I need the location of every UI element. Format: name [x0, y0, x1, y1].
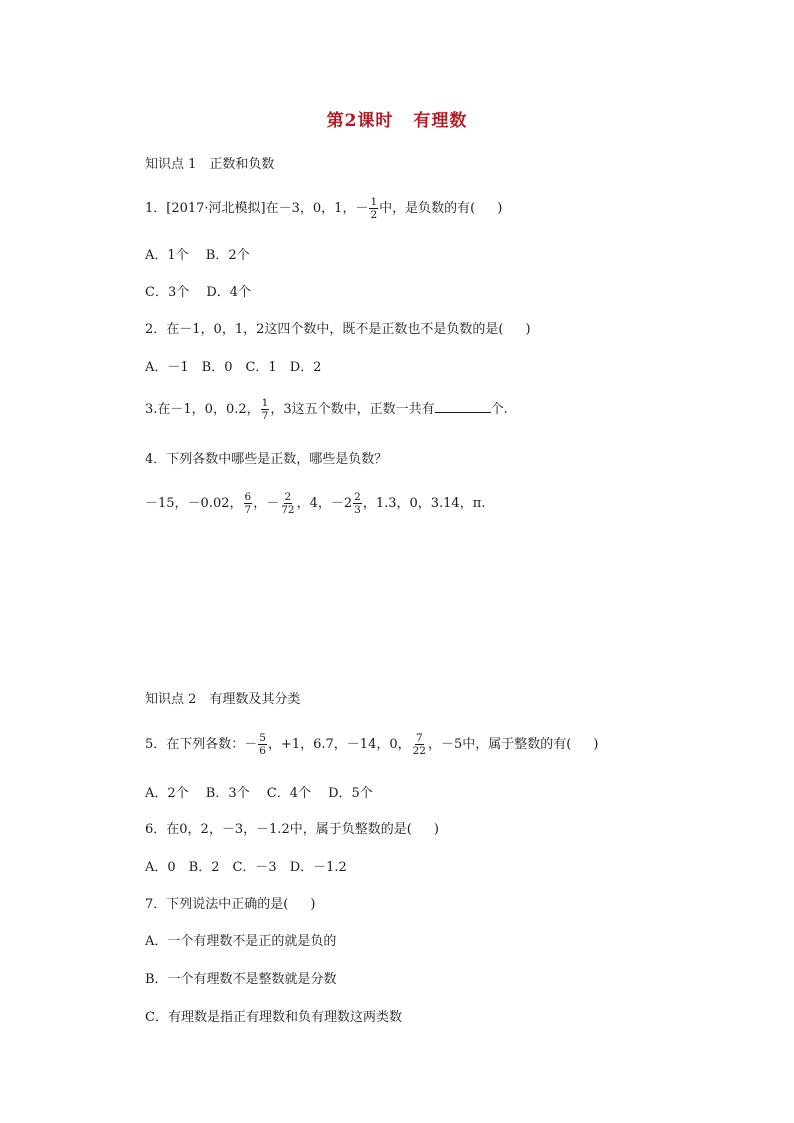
- q7-option-a: A．一个有理数不是正的就是负的: [145, 934, 337, 949]
- question-5: [145, 732, 598, 757]
- q6-options: A．0 B．2 C．－3 D．－1.2: [145, 860, 347, 875]
- q2-stem: 2．在－1，0，1，2这四个数中，既不是正数也不是负数的是(: [145, 322, 504, 337]
- q7-option-b: B．一个有理数不是整数就是分数: [145, 972, 337, 987]
- q6-stem: 6．在0，2，－3，－1.2中，属于负整数的是(: [145, 822, 412, 837]
- q1-options-cd: C．3个 D．4个: [145, 285, 252, 300]
- q5-f2-num: 7: [415, 732, 423, 744]
- page-title: [0, 106, 794, 131]
- title-lesson: 第2课时: [326, 111, 394, 131]
- q5-options: A．2个 B．3个 C．4个 D．5个: [145, 786, 373, 801]
- q4-f2-den: 72: [281, 504, 295, 516]
- q3-frac-num: 1: [261, 397, 269, 409]
- q5-f1-den: 6: [259, 745, 266, 757]
- q5-stem-pre: 5．在下列各数：－: [145, 737, 258, 752]
- q4-seg4: ，1.3，0，3.14，π.: [362, 496, 486, 511]
- section2-heading: 知识点 2 有理数及其分类: [145, 692, 301, 707]
- q7-option-c: C．有理数是指正有理数和负有理数这两类数: [145, 1010, 402, 1025]
- question-6: [145, 821, 439, 839]
- q1-frac-den: 2: [370, 209, 378, 221]
- q5-f2-den: 22: [412, 745, 426, 757]
- q5-fraction-1: [258, 732, 267, 757]
- question-1: [145, 196, 502, 221]
- q4-f3-den: 3: [354, 504, 361, 516]
- q3-stem-pre: 3.在－1，0，0.2，: [145, 402, 260, 417]
- q1-options-ab: A．1个 B．2个: [145, 248, 250, 263]
- q4-seg1: －15，－0.02，: [145, 496, 243, 511]
- question-4: 4．下列各数中哪些是正数，哪些是负数？: [145, 452, 388, 467]
- q5-close-paren: ): [593, 737, 599, 752]
- q3-stem-post: ，3这五个数中，正数一共有: [270, 402, 435, 417]
- q1-stem-post: 中，是负数的有(: [379, 201, 476, 216]
- q1-frac-num: 1: [370, 196, 378, 208]
- question-2: [145, 321, 531, 339]
- q4-fraction-2: [280, 491, 295, 516]
- q4-fraction-1: [244, 491, 253, 516]
- q4-f3-num: 2: [354, 491, 361, 503]
- q2-close-paren: ): [525, 322, 531, 337]
- q7-stem: 7．下列说法中正确的是(: [145, 897, 289, 912]
- q4-f1-den: 7: [244, 504, 252, 516]
- q4-f1-num: 6: [244, 491, 252, 503]
- q4-f2-num: 2: [284, 491, 292, 503]
- q3-stem-end: 个.: [490, 402, 508, 417]
- question-7: [145, 896, 315, 914]
- title-topic: 有理数: [413, 111, 468, 131]
- q4-fraction-3: [353, 491, 362, 516]
- q5-f1-num: 5: [259, 732, 266, 744]
- q6-close-paren: ): [433, 822, 439, 837]
- q7-close-paren: ): [310, 897, 316, 912]
- q1-close-paren: ): [497, 201, 503, 216]
- q4-seg3: ，4，－2: [296, 496, 353, 511]
- q5-fraction-2: [412, 732, 427, 757]
- q2-options: A．－1 B．0 C．1 D．2: [145, 360, 322, 375]
- q3-answer-blank[interactable]: [435, 399, 491, 413]
- section1-heading: 知识点 1 正数和负数: [145, 157, 275, 172]
- q5-stem-mid: ，+1，6.7，－14，0，: [267, 737, 411, 752]
- q3-frac-den: 7: [261, 410, 269, 422]
- question-3: [145, 397, 508, 422]
- q3-fraction: [261, 397, 270, 422]
- q4-seg2: ，－: [253, 496, 280, 511]
- q1-fraction: [369, 196, 378, 221]
- q5-stem-post: ，－5中，属于整数的有(: [428, 737, 572, 752]
- q4-number-list: [145, 491, 485, 516]
- q1-stem-pre: 1．[2017·河北模拟]在－3，0，1，－: [145, 201, 369, 216]
